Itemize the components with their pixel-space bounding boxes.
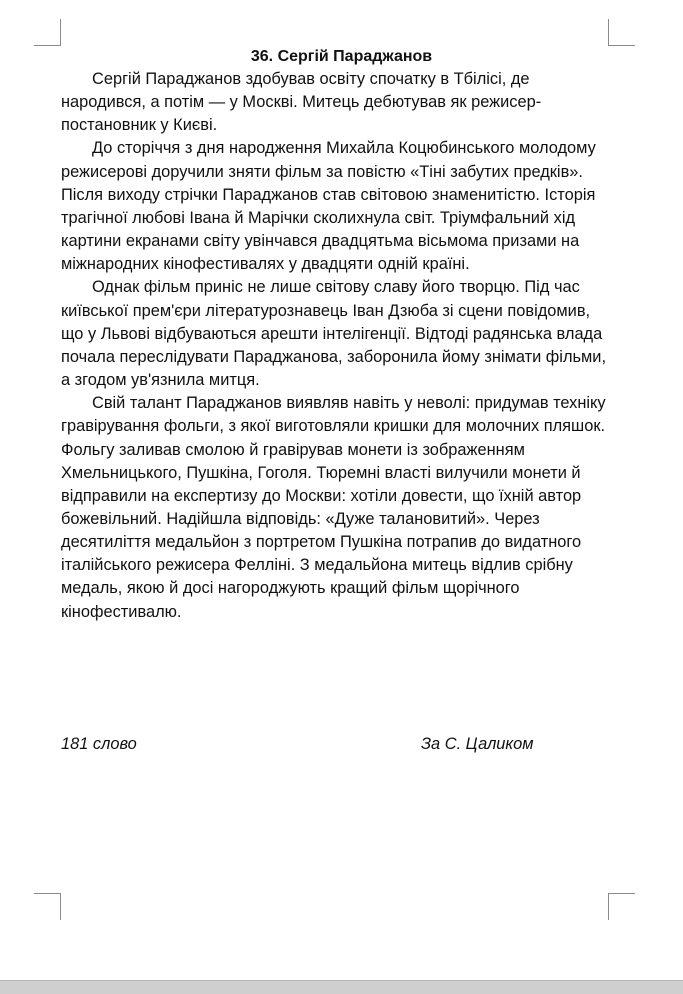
source-attribution: За С. Цаликом bbox=[421, 735, 534, 753]
crop-mark-bottom-left bbox=[34, 893, 61, 920]
viewer-bottom-bar bbox=[0, 980, 683, 994]
paragraph-1: Сергій Параджанов здобував освіту спочатку в Тбілісі, де народився, а потім — у Москві. Митець дебютував як режисер-постановник у Києві. bbox=[61, 70, 542, 135]
paragraph-3: Однак фільм приніс не лише світову славу його творцю. Під час київської прем'єри літературознавець Іван Дзюба зі сцени повідомив, що у Львові відбуваються арешти інтелігенції. Відтоді радянська влада почала переслідувати Параджанова, заборонила йому знімати фільми, а згодом ув'язнила митця. bbox=[61, 278, 607, 390]
document-body bbox=[61, 68, 609, 624]
document-title: 36. Сергій Параджанов bbox=[250, 48, 433, 65]
crop-mark-bottom-right bbox=[608, 893, 635, 920]
paragraph-4: Свій талант Параджанов виявляв навіть у неволі: придумав техніку гравірування фольги, з якої виготовляли кришки для молочних пляшок. Фольгу заливав смолою й гравірував монети із зображенням Хмельницького, Пушкіна, Гоголя. Тюремні власті вилучили монети й відправили на експертизу до Москви: хотіли довести, що їхній автор божевільний. Надійшла відповідь: «Дуже талановитий». Через десятиліття медальйон з портретом Пушкіна потрапив до видатного італійського режисера Фелліні. З медальйона митець відлив срібну медаль, якою й досі нагороджують кращий фільм щорічного кінофестивалю. bbox=[61, 394, 606, 621]
crop-mark-top-left bbox=[34, 19, 61, 46]
crop-mark-top-right bbox=[608, 19, 635, 46]
word-count: 181 слово bbox=[61, 735, 137, 753]
paragraph-2: До сторіччя з дня народження Михайла Коцюбинського молодому режисерові доручили зняти фільм за повістю «Тіні забутих предків». Після виходу стрічки Параджанов став світовою знаменитістю. Історія трагічної любові Івана й Марічки сколихнула світ. Тріумфальний хід картини екранами світу увінчався двадцятьма вісьмома призами на міжнародних кінофестивалях у двадцяти одній країні. bbox=[61, 139, 596, 274]
